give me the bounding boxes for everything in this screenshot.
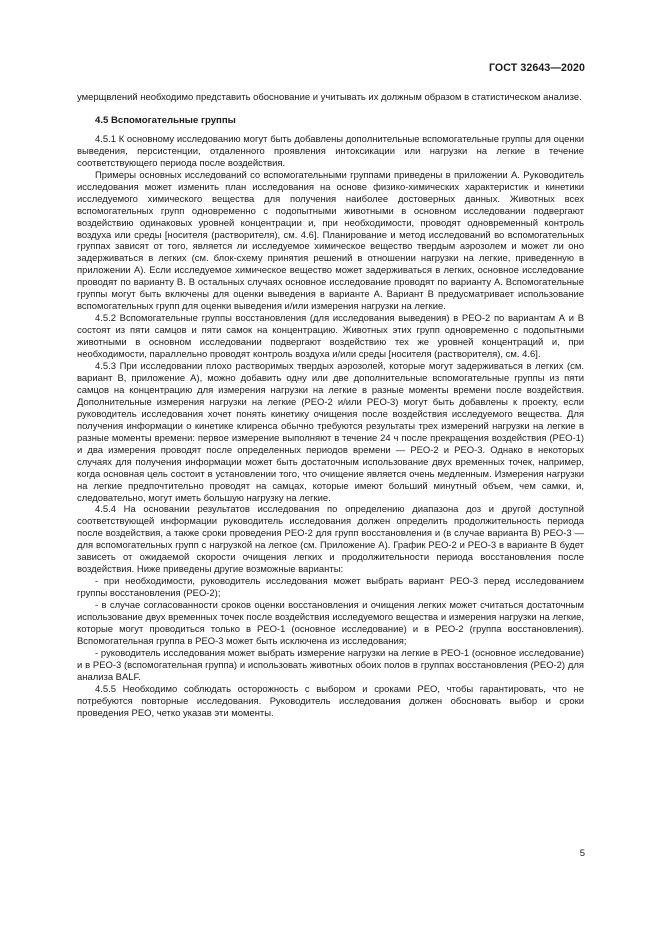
document-body xyxy=(77,92,584,720)
list-item-option-3: - руководитель исследования может выбрать измерение нагрузки на легкие в РЕО-1 (основное исследование) и в РЕО-3 (вспомогательная группа) и использовать животных обоих полов в группах восстановления (РЕО-2) для анализа BALF. xyxy=(77,647,584,683)
list-item-option-2: - в случае согласованности сроков оценки восстановления и очищения легких может считаться достаточным использование двух временных точек после воздействия исследуемого вещества и измерения нагрузки на легкие, которые могут проводиться только в РЕО-1 (основное исследование) и в РЕО-2 (группа восстановления). Вспомогательная группа в РЕО-3 может быть исключена из исследования; xyxy=(77,600,584,647)
page-header-standard-code: ГОСТ 32643—2020 xyxy=(488,62,585,74)
paragraph-4-5-2: 4.5.2 Вспомогательные группы восстановления (для исследования выведения) в РЕО-2 по вариантам А и В состоят из пяти самцов и пяти самок на концентрацию. Животных этих групп одновременно с подопытными животными в основном исследовании подвергают воздействию тех же уровней концентраций и, при необходимости, параллельно проводят контроль воздуха и/или среды [носителя (растворителя), см. 4.6]. xyxy=(77,313,584,361)
paragraph-continuation: умерщвлений необходимо представить обоснование и учитывать их должным образом в статистическом анализе. xyxy=(77,92,582,103)
paragraph-4-5-3: 4.5.3 При исследовании плохо растворимых твердых аэрозолей, которые могут задерживаться в легких (см. вариант В, приложение А), можно добавить одну или две дополнительные вспомогательные группы из пяти самцов на концентрацию для измерения нагрузки на легкие в разные моменты времени после воздействия. Дополнительные измерения нагрузки на легкие (РЕО-2 и/или РЕО-3) могут быть добавлены к проекту, если руководитель исследования хочет понять кинетику очищения после воздействия исследуемого вещества. Для получения информации о кинетике клиренса обычно требуются результаты трех измерений нагрузки на легкие в разные моменты времени: первое измерение выполняют в течение 24 ч после прекращения воздействия (РЕО-1) и два измерения проводят после определенных периодов времени — РЕО-2 и РЕО-3. Однако в некоторых случаях для получения информации может быть достаточным использование двух временных точек, например, когда основная цель состоит в установлении того, что очищение является очень медленным. Измерения нагрузки на легкие предпочтительно проводят на самцах, которые имеют больший минутный объем, чем самки, и, следовательно, могут иметь большую нагрузку на легкие. xyxy=(77,361,584,504)
section-heading: 4.5 Вспомогательные группы xyxy=(95,114,236,126)
page-number: 5 xyxy=(579,848,585,859)
paragraph-4-5-5: 4.5.5 Необходимо соблюдать осторожность с выбором и сроками РЕО, чтобы гарантировать, что не потребуются повторные исследования. Руководитель исследования должен обосновать выбор и сроки проведения РЕО, четко указав эти моменты. xyxy=(77,683,584,719)
paragraph-examples: Примеры основных исследований со вспомогательными группами приведены в приложении А. Руководитель исследования может изменить план исследования на основе физико-химических характеристик и кинетики исследуемого химического вещества для получения наиболее достоверных данных. Животных всех вспомогательных групп одновременно с подопытными животными в основном исследовании подвергают воздействию одинаковых уровней концентрации и, при необходимости, проводят одновременный контроль воздуха или среды [носителя (растворителя), см. 4.6]. Планирование и метод исследований во вспомогательных группах зависят от того, является ли исследуемое химическое вещество твердым аэрозолем и может ли оно задерживаться в легких (см. блок-схему принятия решений в отношении нагрузки на легкие, приведенную в приложении А). Если исследуемое химическое вещество может задерживаться в легких, основное исследование проводят по варианту В. В остальных случаях основное исследование проводят по варианту А. Вспомогательные группы могут быть включены для оценки выведения в варианте А. Вариант В предусматривает использование вспомогательных групп для оценки выведения и/или измерения нагрузки на легкие. xyxy=(77,169,584,313)
list-item-option-1: - при необходимости, руководитель исследования может выбрать вариант РЕО-3 перед исследованием группы восстановления (РЕО-2); xyxy=(77,576,584,600)
paragraph-4-5-1: 4.5.1 К основному исследованию могут быть добавлены дополнительные вспомогательные группы для оценки выведения, персистенции, отдаленного проявления интоксикации или нагрузки на легкие в течение соответствующего периода после воздействия. xyxy=(77,133,584,169)
paragraph-4-5-4: 4.5.4 На основании результатов исследования по определению диапазона доз и другой доступной соответствующей информации руководитель исследования должен определить продолжительность периода после воздействия, а также сроки проведения РЕО-2 для групп восстановления и (в случае варианта В) РЕО-3 — для вспомогательных групп с нагрузкой на легкое (см. Приложение А). График РЕО-2 и РЕО-3 в варианте В будет зависеть от ожидаемой скорости очищения легких и продолжительности периода восстановления после воздействия. Ниже приведены другие возможные варианты: xyxy=(77,504,584,576)
